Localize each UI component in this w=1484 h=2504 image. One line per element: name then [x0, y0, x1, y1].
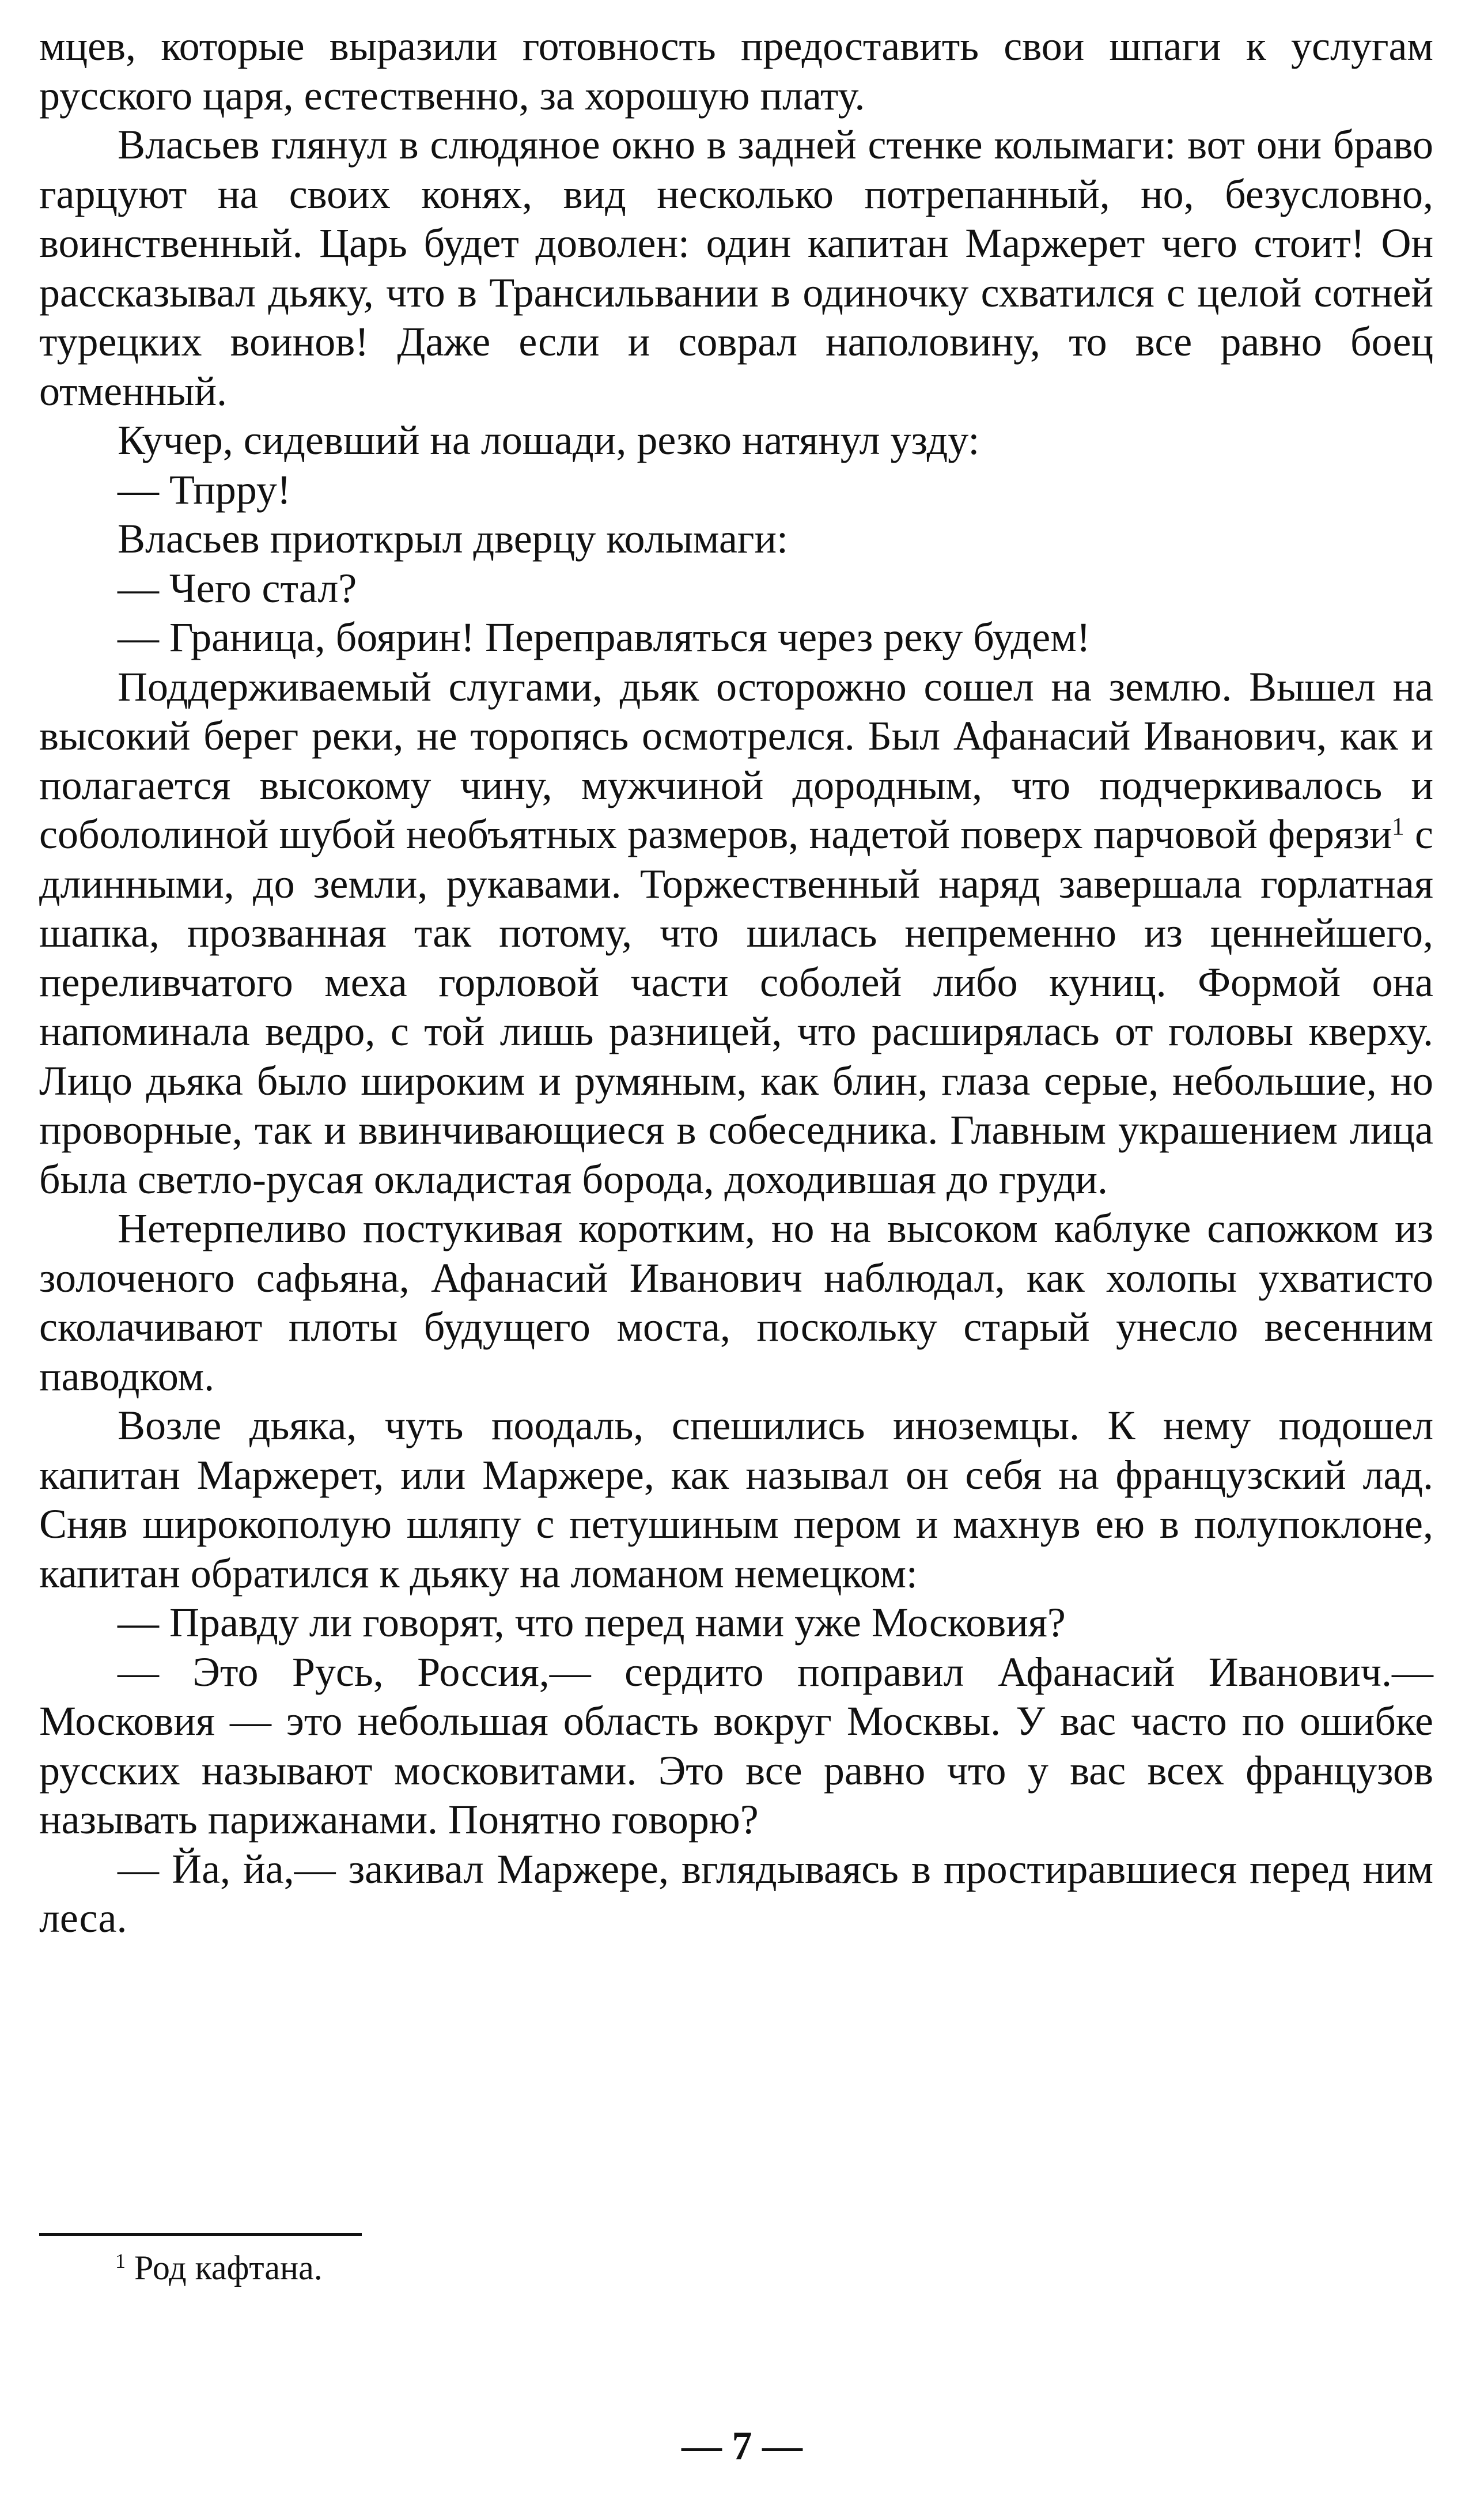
paragraph-13: — Йа, йа,— закивал Маржере, вглядываясь в простиравшиеся перед ним леса.	[39, 1845, 1433, 1941]
paragraph-2: Власьев глянул в слюдяное окно в задней стенке колымаги: вот они браво гарцуют на своих конях, вид несколько потрепанный, но, безусловно, воинственный. Царь будет доволен: один капитан Маржерет чего стоит! Он рассказывал дьяку, что в Трансильвании в одиночку схватился с целой сотней турецких воинов! Даже если и соврал наполовину, то все равно боец отменный.	[39, 122, 1433, 414]
paragraph-12: — Это Русь, Россия,— сердито поправил Афанасий Иванович.— Московия — это небольшая область вокруг Москвы. У вас часто по ошибке русских называют московитами. Это все равно что у вас всех французов называть парижанами. Понятно говорю?	[39, 1648, 1433, 1843]
paragraph-4: — Тпрру!	[118, 466, 291, 513]
paragraph-9: Нетерпеливо постукивая коротким, но на высоком каблуке сапожком из золоченого сафьяна, Афанасий Иванович наблюдал, как холопы ухватисто сколачивают плоты будущего моста, поскольку старый унесло весенним паводком.	[39, 1205, 1433, 1399]
footnote-text: Род кафтана.	[134, 2249, 323, 2287]
paragraph-8	[39, 663, 1433, 1205]
paragraph-5: Власьев приоткрыл дверцу колымаги:	[118, 516, 788, 562]
page-body	[39, 22, 1433, 1943]
paragraph-8-part-2: с длинными, до земли, рукавами. Торжественный наряд завершала горлатная шапка, прозванная так потому, что шилась непременно из ценнейшего, переливчатого меха горловой части соболей либо куниц. Формой она напоминала ведро, с той лишь разницей, что расширялась от головы кверху. Лицо дьяка было широким и румяным, как блин, глаза серые, небольшие, но проворные, так и ввинчивающиеся в собеседника. Главным украшением лица была светло-русая окладистая борода, доходившая до груди.	[39, 811, 1433, 1202]
footnote-mark: 1	[115, 2249, 126, 2273]
paragraph-7: — Граница, боярин! Переправляться через реку будем!	[118, 614, 1091, 660]
paragraph-3: Кучер, сидевший на лошади, резко натянул узду:	[118, 417, 980, 463]
footnote-divider	[39, 2233, 362, 2236]
page-number: — 7 —	[682, 2424, 802, 2468]
paragraph-6: — Чего стал?	[118, 565, 357, 611]
paragraph-1: мцев, которые выразили готовность предоставить свои шпаги к услугам русского царя, естественно, за хорошую плату.	[39, 23, 1433, 119]
footnote-reference: 1	[1391, 813, 1404, 841]
paragraph-8-part-1: Поддерживаемый слугами, дьяк осторожно сошел на землю. Вышел на высокий берег реки, не торопясь осмотрелся. Был Афанасий Иванович, как и полагается высокому чину, мужчиной дородным, что подчеркивалось и собололиной шубой необъятных размеров, надетой поверх парчовой ферязи	[39, 663, 1433, 857]
footnote	[115, 2247, 323, 2289]
paragraph-11: — Правду ли говорят, что перед нами уже Московия?	[118, 1599, 1066, 1646]
paragraph-10: Возле дьяка, чуть поодаль, спешились иноземцы. К нему подошел капитан Маржерет, или Маржере, как называл он себя на французский лад. Сняв широкополую шляпу с петушиным пером и махнув ею в полупоклоне, капитан обратился к дьяку на ломаном немецком:	[39, 1402, 1433, 1597]
